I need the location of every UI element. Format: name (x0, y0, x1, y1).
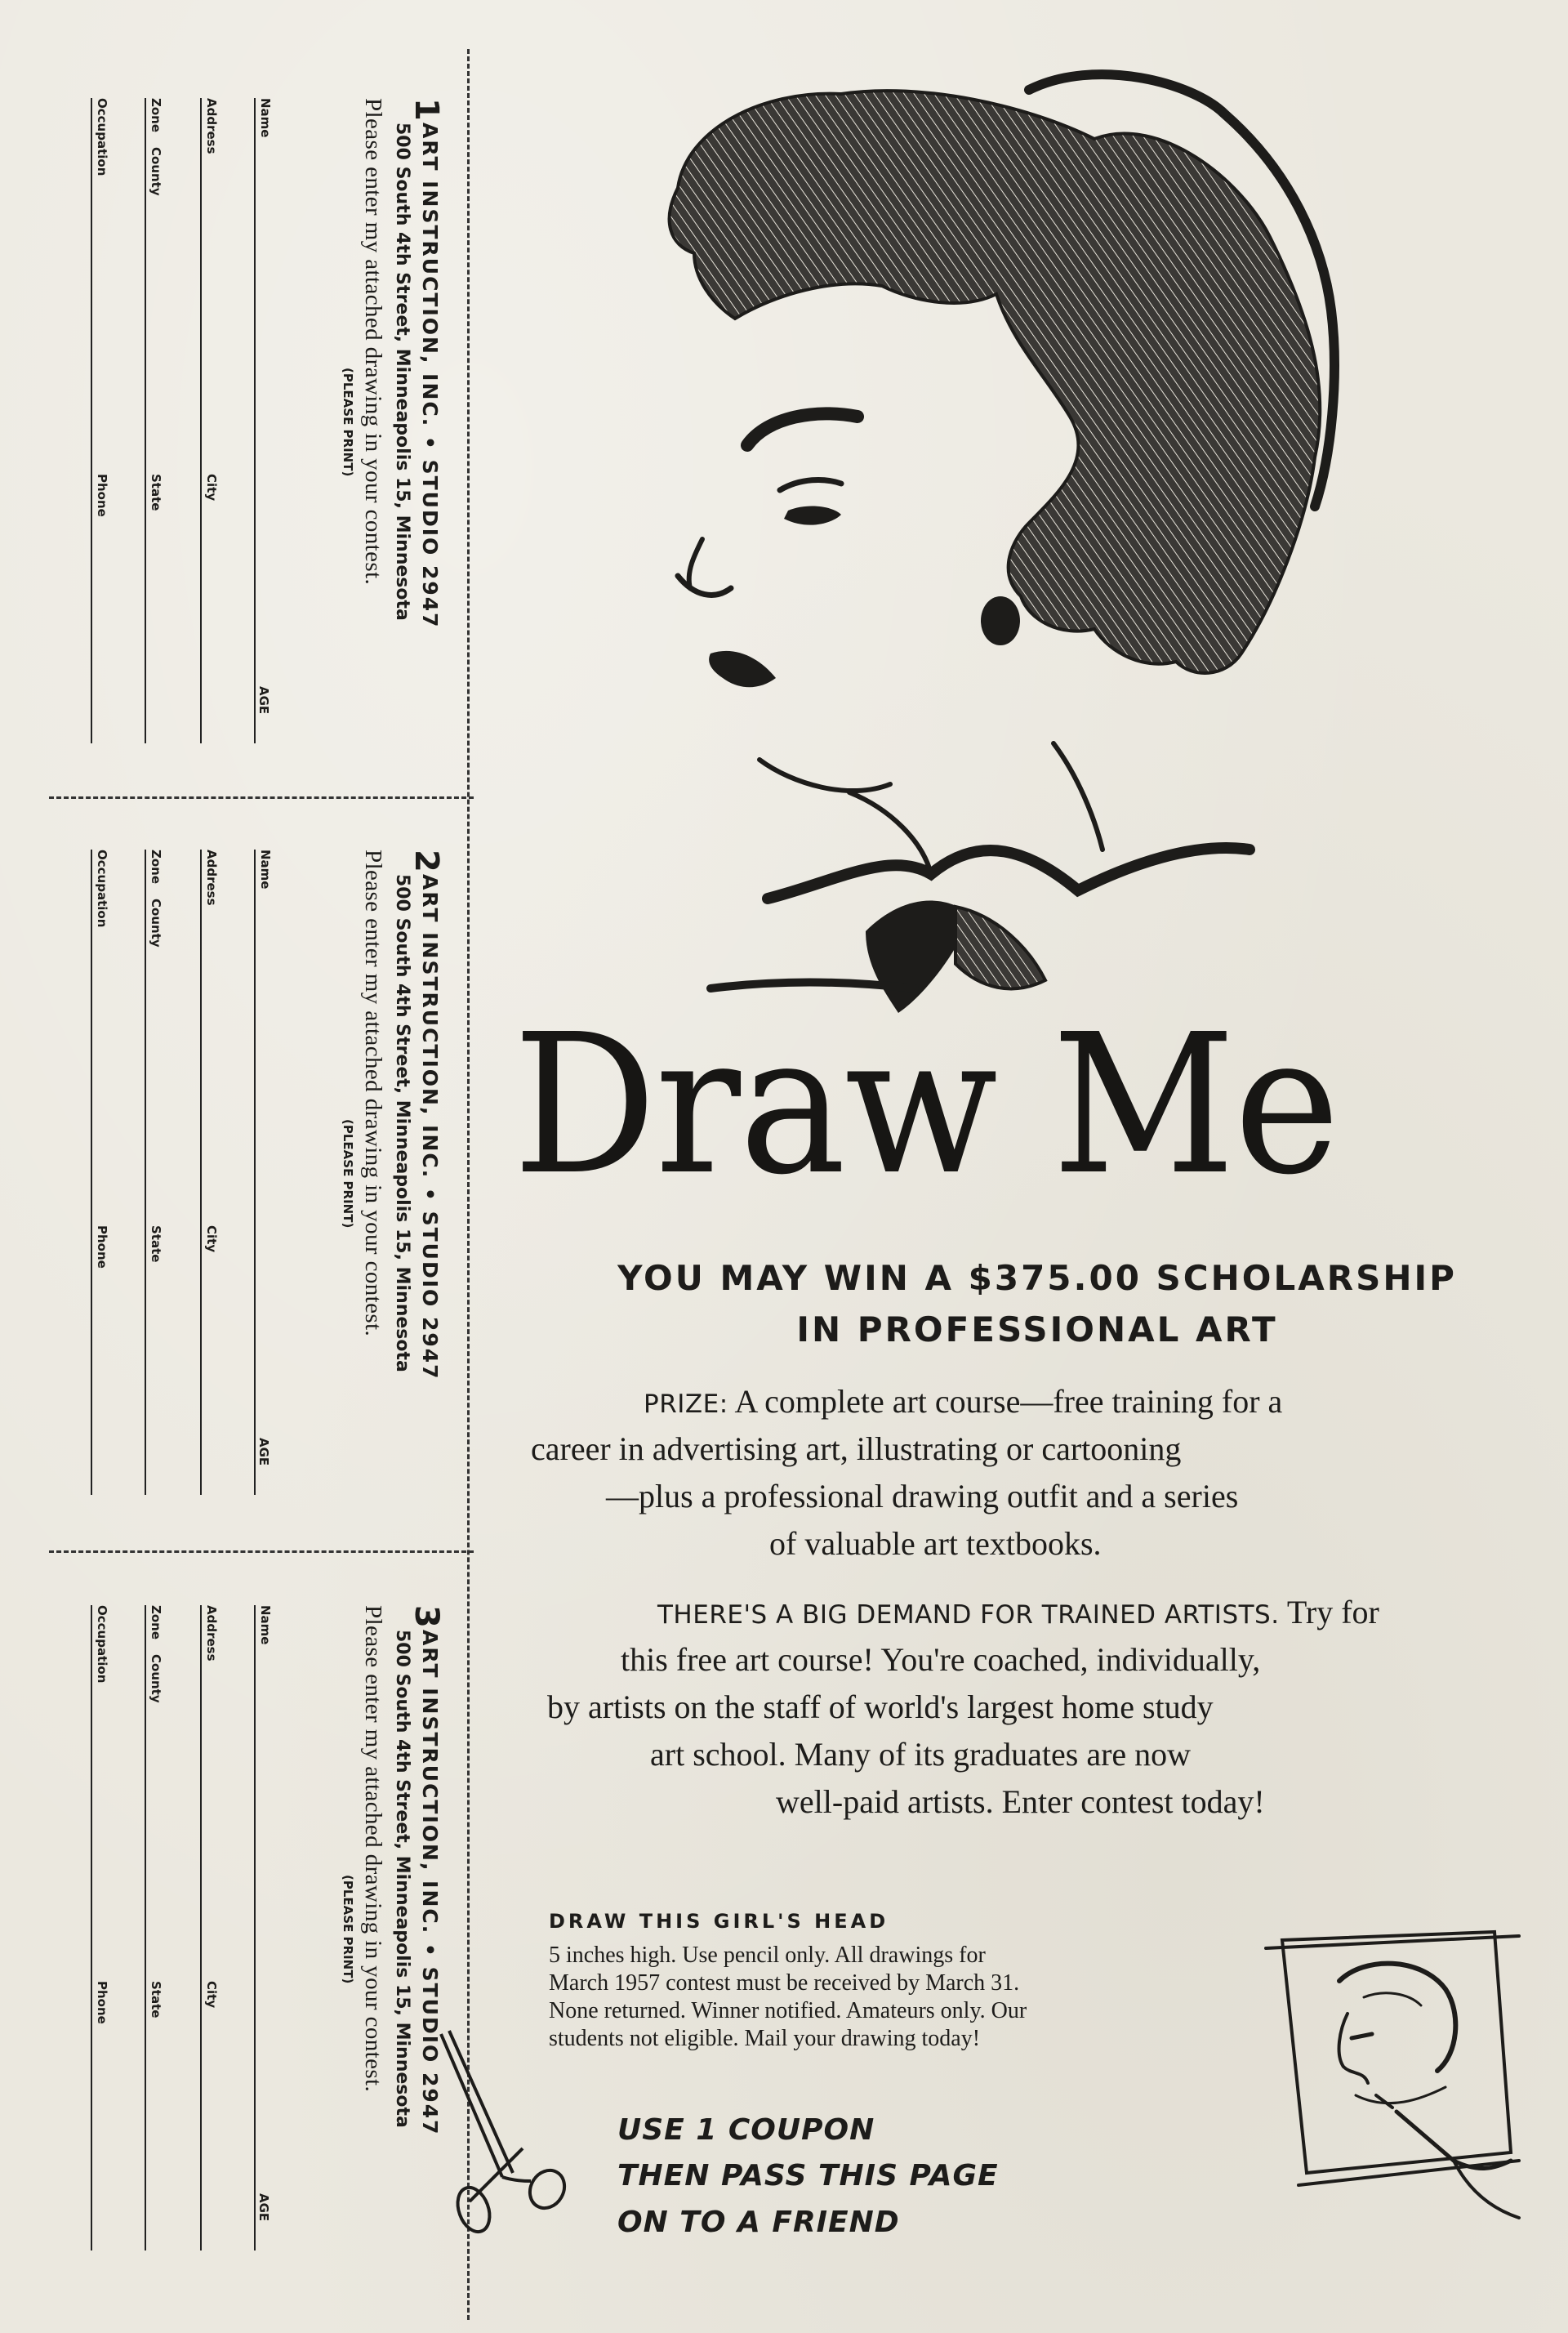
address-row (200, 1605, 223, 2300)
occupation-label: Occupation (95, 850, 109, 928)
county-field[interactable] (145, 899, 167, 1225)
coupon-number: 2 (408, 850, 445, 872)
address-label: Address (204, 98, 219, 154)
phone-label: Phone (95, 1225, 109, 1269)
subheadline-line-2: IN PROFESSIONAL ART (796, 1309, 1278, 1349)
occupation-field[interactable] (91, 98, 114, 474)
city-field[interactable] (200, 474, 223, 743)
zone-label: Zone (149, 1605, 163, 1640)
state-label: State (149, 1981, 163, 2019)
prize-line-1 (644, 1382, 1282, 1421)
coupon-address: 500 South 4th Street, Minneapolis 15, Minnesota (392, 874, 412, 1372)
prize-line-3: —plus a professional drawing outfit and a series (606, 1478, 1239, 1514)
address-row (200, 850, 223, 1544)
prize-lead: PRIZE: (644, 1390, 728, 1419)
prize-line-4: of valuable art textbooks. (769, 1525, 1102, 1562)
phone-field[interactable] (91, 474, 114, 743)
zone-label: Zone (149, 850, 163, 885)
occupation-label: Occupation (95, 98, 109, 176)
prize-text: A complete art course—free training for a (734, 1383, 1283, 1420)
state-field[interactable] (145, 474, 167, 743)
zone-label: Zone (149, 98, 163, 133)
age-label: AGE (256, 2193, 271, 2222)
coupon-print-note: (PLEASE PRINT) (341, 1119, 355, 1229)
phone-label: Phone (95, 1981, 109, 2024)
occupation-label: Occupation (95, 1605, 109, 1684)
rules-line-1: 5 inches high. Use pencil only. All drawings for (549, 1943, 986, 1968)
pass-line-1: USE 1 COUPON (617, 2113, 875, 2147)
age-label: AGE (256, 1438, 271, 1466)
prize-line-2: career in advertising art, illustrating or cartooning (531, 1430, 1182, 1467)
name-field[interactable] (254, 98, 277, 743)
rules-line-4: students not eligible. Mail your drawing today! (549, 2026, 981, 2051)
zone-field[interactable] (145, 1605, 167, 1654)
city-label: City (204, 474, 219, 502)
coupon-company: ART INSTRUCTION, INC. • STUDIO 2947 (418, 1630, 442, 2136)
city-field[interactable] (200, 1981, 223, 2250)
coupon-number: 3 (408, 1605, 445, 1628)
city-label: City (204, 1225, 219, 1253)
name-field[interactable] (254, 850, 277, 1495)
occupation-row (91, 1605, 114, 2300)
occupation-row (91, 98, 114, 792)
name-row (254, 1605, 277, 2300)
zone-row (145, 1605, 167, 2300)
county-label: County (149, 1654, 163, 1703)
demand-line-1 (657, 1593, 1379, 1631)
coupon-1 (4, 98, 445, 792)
name-row (254, 98, 277, 792)
state-field[interactable] (145, 1981, 167, 2250)
coupon-company: ART INSTRUCTION, INC. • STUDIO 2947 (418, 874, 442, 1381)
demand-text: Try for (1286, 1594, 1379, 1630)
phone-field[interactable] (91, 1225, 114, 1495)
occupation-field[interactable] (91, 850, 114, 1225)
state-field[interactable] (145, 1225, 167, 1495)
address-field[interactable] (200, 850, 223, 1225)
coupon-enter-text: Please enter my attached drawing in your contest. (360, 850, 386, 1337)
pass-line-3: ON TO A FRIEND (617, 2206, 900, 2239)
coupon-address: 500 South 4th Street, Minneapolis 15, Minnesota (392, 123, 412, 621)
coupon-divider-2 (49, 1550, 474, 1553)
coupon-company: ART INSTRUCTION, INC. • STUDIO 2947 (418, 123, 442, 629)
rules-line-3: None returned. Winner notified. Amateurs only. Our (549, 1998, 1027, 2023)
name-field[interactable] (254, 1605, 277, 2250)
coupon-enter-text: Please enter my attached drawing in your contest. (360, 1605, 386, 2093)
state-label: State (149, 474, 163, 511)
zone-field[interactable] (145, 98, 167, 147)
name-label: Name (258, 850, 273, 890)
coupon-print-note: (PLEASE PRINT) (341, 368, 355, 477)
hand-drawing-easel-icon (1250, 1891, 1527, 2234)
age-label: AGE (256, 686, 271, 715)
address-field[interactable] (200, 1605, 223, 1981)
name-label: Name (258, 1605, 273, 1645)
county-field[interactable] (145, 1654, 167, 1981)
address-row (200, 98, 223, 792)
coupon-number: 1 (408, 98, 445, 121)
address-field[interactable] (200, 98, 223, 474)
zone-row (145, 98, 167, 792)
demand-line-4: art school. Many of its graduates are now (650, 1736, 1192, 1773)
city-label: City (204, 1981, 219, 2009)
coupon-divider-1 (49, 796, 474, 799)
zone-field[interactable] (145, 850, 167, 899)
demand-line-2: this free art course! You're coached, individually, (621, 1641, 1261, 1678)
county-field[interactable] (145, 147, 167, 474)
rules-heading: DRAW THIS GIRL'S HEAD (549, 1910, 889, 1933)
coupon-3 (4, 1605, 445, 2300)
demand-line-3: by artists on the staff of world's largest home study (547, 1688, 1214, 1725)
rules-line-2: March 1957 contest must be received by March 31. (549, 1970, 1020, 1996)
coupon-address: 500 South 4th Street, Minneapolis 15, Minnesota (392, 1630, 412, 2128)
headline: Draw Me (513, 993, 1339, 1217)
state-label: State (149, 1225, 163, 1263)
demand-lead: THERE'S A BIG DEMAND FOR TRAINED ARTISTS. (657, 1600, 1280, 1630)
name-label: Name (258, 98, 273, 138)
scissors-icon (425, 2026, 612, 2238)
occupation-field[interactable] (91, 1605, 114, 1981)
occupation-row (91, 850, 114, 1544)
phone-label: Phone (95, 474, 109, 517)
demand-line-5: well-paid artists. Enter contest today! (776, 1783, 1265, 1820)
coupon-2 (4, 850, 445, 1544)
county-label: County (149, 899, 163, 948)
subheadline-line-1: YOU MAY WIN A $375.00 SCHOLARSHIP (617, 1258, 1457, 1298)
coupon-enter-text: Please enter my attached drawing in your contest. (360, 98, 386, 586)
city-field[interactable] (200, 1225, 223, 1495)
address-label: Address (204, 1605, 219, 1662)
pass-line-2: THEN PASS THIS PAGE (617, 2159, 999, 2192)
coupon-cut-line (467, 49, 470, 2320)
county-label: County (149, 147, 163, 196)
girl-head-illustration (572, 33, 1413, 1086)
coupon-print-note: (PLEASE PRINT) (341, 1875, 355, 1984)
address-label: Address (204, 850, 219, 906)
name-row (254, 850, 277, 1544)
phone-field[interactable] (91, 1981, 114, 2250)
zone-row (145, 850, 167, 1544)
